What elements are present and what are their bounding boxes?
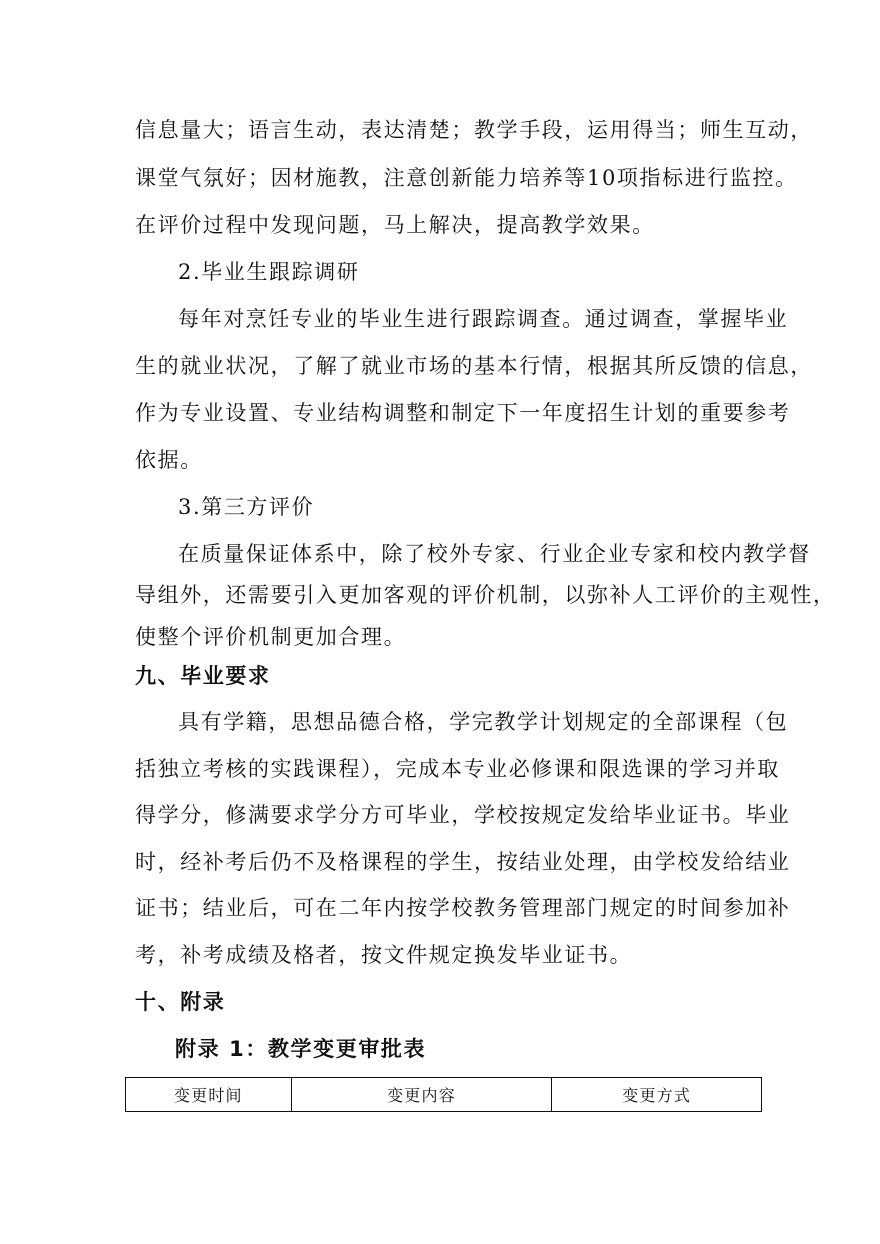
paragraph-line: 考，补考成绩及格者，按文件规定换发毕业证书。 — [135, 943, 633, 967]
paragraph-line: 得学分，修满要求学分方可毕业，学校按规定发给毕业证书。毕业 — [135, 803, 791, 827]
appendix-title: 附录 1：教学变更审批表 — [175, 1037, 427, 1061]
paragraph-line: 作为专业设置、专业结构调整和制定下一年度招生计划的重要参考 — [135, 401, 791, 425]
paragraph-line: 信息量大；语言生动，表达清楚；教学手段，运用得当；师生互动， — [135, 118, 813, 142]
paragraph-line: 具有学籍，思想品德合格，学完教学计划规定的全部课程（包 — [178, 710, 789, 734]
table-header-cell: 变更内容 — [291, 1078, 552, 1112]
paragraph-line: 时，经补考后仍不及格课程的学生，按结业处理，由学校发给结业 — [135, 850, 791, 874]
paragraph-line: 在评价过程中发现问题，马上解决，提高教学效果。 — [135, 213, 655, 237]
paragraph-line: 证书；结业后，可在二年内按学校教务管理部门规定的时间参加补 — [135, 896, 791, 920]
paragraph-line: 括独立考核的实践课程），完成本专业必修课和限选课的学习并取 — [135, 757, 780, 781]
subsection-title: 3.第三方评价 — [178, 495, 315, 519]
change-approval-table — [125, 1077, 762, 1112]
table-header-row — [126, 1078, 762, 1112]
section-heading: 十、附录 — [135, 990, 226, 1014]
paragraph-line: 生的就业状况，了解了就业市场的基本行情，根据其所反馈的信息， — [135, 354, 813, 378]
subsection-title: 2.毕业生跟踪调研 — [178, 260, 360, 284]
table-header-cell: 变更方式 — [552, 1078, 762, 1112]
paragraph-line: 每年对烹饪专业的毕业生进行跟踪调查。通过调查，掌握毕业 — [178, 307, 789, 331]
paragraph-line: 课堂气氛好；因材施教，注意创新能力培养等10项指标进行监控。 — [135, 166, 798, 190]
paragraph-line: 在质量保证体系中，除了校外专家、行业企业专家和校内教学督 — [178, 542, 811, 566]
table-header-cell: 变更时间 — [126, 1078, 292, 1112]
paragraph-line: 导组外，还需要引入更加客观的评价机制，以弥补人工评价的主观性， — [135, 583, 836, 607]
section-heading: 九、毕业要求 — [135, 664, 271, 688]
paragraph-line: 使整个评价机制更加合理。 — [135, 625, 407, 649]
paragraph-line: 依据。 — [135, 448, 203, 472]
